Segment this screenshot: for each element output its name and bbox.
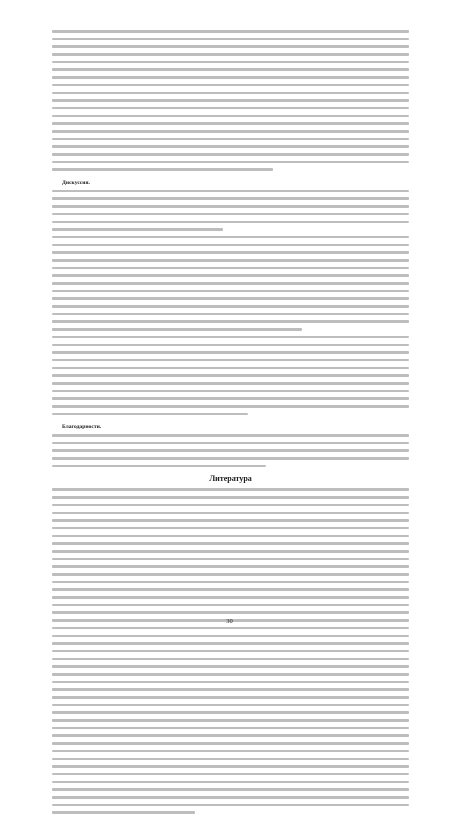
reference-lines: [52, 488, 409, 813]
paragraph-acknowledgements: [52, 424, 409, 467]
paragraph-3: [52, 236, 409, 331]
references-title: Литература: [209, 474, 252, 484]
discussion-lead: Дискуссия.: [62, 180, 90, 187]
page-number: 30: [226, 618, 233, 625]
reference-list: [52, 488, 409, 813]
paragraph-4-lines: [52, 336, 409, 415]
text-column: [52, 30, 409, 819]
paragraph-3-lines: [52, 236, 409, 331]
paragraph-acknowledgements-lines: [52, 434, 409, 467]
paragraph-1: [52, 30, 409, 171]
paragraph-1-lines: [52, 30, 409, 171]
paragraph-discussion-lines: [52, 190, 409, 231]
paragraph-4: [52, 336, 409, 415]
paragraph-discussion: [52, 180, 409, 231]
acknowledgements-lead: Благодарности.: [62, 424, 102, 431]
